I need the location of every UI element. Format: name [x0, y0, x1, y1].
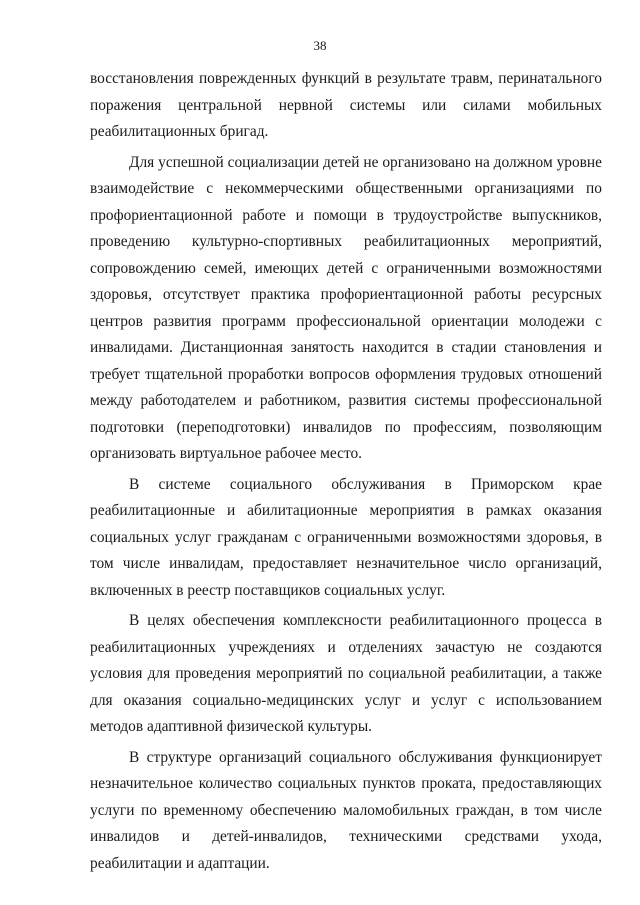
- paragraph-socialization: Для успешной социализации детей не организовано на должном уровне взаимодействие с некоммерческими общественными организациями по профориентационной работе и помощи в трудоустройстве выпускников, проведению культурно-спортивных реабилитационных мероприятий, сопровождению семей, имеющих детей с ограниченными возможностями здоровья, отсутствует практика профориентационной работы ресурсных центров развития программ профессиональной ориентации молодежи с инвалидами. Дистанционная занятость находится в стадии становления и требует тщательной проработки вопросов оформления трудовых отношений между работодателем и работником, развития системы профессиональной подготовки (переподготовки) инвалидов по профессиям, позволяющим организовать виртуальное рабочее место.: [90, 153, 602, 462]
- paragraph-rental-points: В структуре организаций социального обслуживания функционирует незначительное количество социальных пунктов проката, предоставляющих услуги по временному обеспечению маломобильных граждан, в том числе инвалидов и детей-инвалидов, техническими средствами ухода, реабилитации и адаптации.: [90, 748, 602, 872]
- paragraph-social-services-primorye: В системе социального обслуживания в Приморском крае реабилитационные и абилитационные мероприятия в рамках оказания социальных услуг гражданам с ограниченными возможностями здоровья, в том числе инвалидам, предоставляет незначительное число организаций, включенных в реестр поставщиков социальных услуг.: [90, 475, 602, 599]
- body-text: [90, 66, 602, 881]
- page-number: 38: [313, 38, 327, 53]
- paragraph-continuation: восстановления поврежденных функций в результате травм, перинатального поражения центральной нервной системы или силами мобильных реабилитационных бригад.: [90, 70, 602, 140]
- paragraph-rehabilitation-process: В целях обеспечения комплексности реабилитационного процесса в реабилитационных учреждениях и отделениях зачастую не создаются условия для проведения мероприятий по социальной реабилитации, а также для оказания социально-медицинских услуг и услуг с использованием методов адаптивной физической культуры.: [90, 612, 602, 735]
